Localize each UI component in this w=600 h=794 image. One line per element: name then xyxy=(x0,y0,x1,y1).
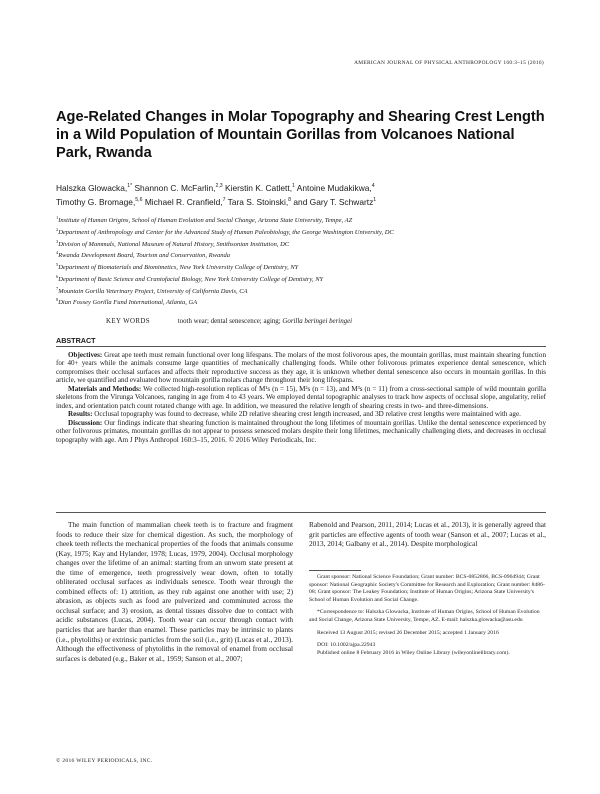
affiliation: $^4$Rwanda Development Board, Tourism and Conservation, Rwanda xyxy=(56,250,230,260)
received-note: Received 13 August 2015; revised 26 December 2015; accepted 1 January 2016 xyxy=(317,629,499,636)
body-column-left: The main function of mammalian cheek teeth is to fracture and fragment foods to reduce their size for chemical digestion. As such, the morphology of cheek teeth reflects the mechanical properties of the foods that animals consume (Kay, 1975; Kay and Hylander, 1978; Lucas, 1979, 2004). Occlusal morphology changes over the lifetime of an animal: starting from an unworn state present at the time of emergence, teeth progressively wear down, often to totally obliterated occlusal surfaces as individuals senesce. Tooth wear through the combined effects of: 1) attrition, as they rub against one another with use; 2) abrasion, as objects such as food are pulverized and comminuted across the occlusal surface; and 3) erosion, as dental tissues dissolve due to contact with acidic substances (Lucas, 2004). Tooth wear can occur through contact with particles that are harder than enamel. These particles may be intrinsic to plants (i.e., phytoliths) or extrinsic particles from the soil (i.e., grit) (Lucas et al., 2013). Although the effectiveness of phytoliths in the removal of enamel from occlusal surfaces is debated (e.g., Baker et al., 1959; Sanson et al., 2007; xyxy=(56,520,293,663)
affiliation: $^6$Department of Basic Science and Craniofacial Biology, New York University College of Dentistry, NY xyxy=(56,273,324,283)
affiliation: $^1$Institute of Human Origins, School of Human Evolution and Social Change, Arizona State University, Tempe, AZ xyxy=(56,215,353,225)
author: and Gary T. Schwartz$^1$ xyxy=(293,196,377,207)
author: Kierstin K. Catlett,$^1$ xyxy=(225,182,295,193)
footnotes xyxy=(309,574,546,657)
abstract-methods: Materials and Methods: We collected high-resolution replicas of M¹s (n = 15), M²s (n = 13), and M³s (n = 11) from a cross-sectional sample of wild mountain gorilla skeletons from the Virunga Volcanoes, ranging in age from 4 to 43 years. We employed dental topographic analyses to track how aspects of occlusal slope, angularity, relief index, and orientation patch count rotated change with age. In addition, we measured the relative length of shearing crests in two- and three-dimensions. xyxy=(56,384,547,410)
affiliation: $^3$Division of Mammals, National Museum of Natural History, Smithsonian Institution, DC xyxy=(56,238,290,248)
abstract-bottom-rule xyxy=(56,512,546,513)
copyright-line: © 2016 Wiley Periodicals, Inc. xyxy=(228,435,317,444)
affiliation: $^7$Mountain Gorilla Veterinary Project, University of California Davis, CA xyxy=(56,285,248,295)
author: Tara S. Stoinski,$^8$ xyxy=(227,196,292,207)
abstract-objectives: Objectives: Great ape teeth must remain functional over long lifespans. The molars of the most folivorous apes, the mountain gorillas, must maintain shearing function for 40+ years while the animals consume large quantities of mechanically challenging foods. While other folivorous primates experience dental senescence, which compromises their occlusal surfaces and affects their reproductive success as they age, it is unknown whether dental senescence also occurs in mountain gorillas. In this article, we quantified and evaluated how mountain gorilla molars change throughout their long lifespans. xyxy=(56,351,546,385)
affiliation-list xyxy=(56,214,546,308)
abstract-top-rule xyxy=(56,346,546,347)
author: Michael R. Cranfield,$^7$ xyxy=(144,196,226,207)
doi-note: DOI: 10.1002/ajpa.22943 xyxy=(317,642,376,649)
abstract-discussion: Discussion: Our findings indicate that shearing function is maintained throughout the long lifetimes of mountain gorillas. Unlike the dental senescence experienced by other folivorous primates, mountain gorillas do not appear to possess senesced molars despite their long lifetimes, mechanically challenging diets, and decreases in occlusal topography with age. Am J Phys Anthropol 160:3–15, 2016. © 2016 Wiley Periodicals, Inc. xyxy=(56,418,546,444)
author: Shannon C. McFarlin,$^{2,3}$ xyxy=(134,182,223,193)
body-column-right: Rabenold and Pearson, 2011, 2014; Lucas et al., 2013), it is generally agreed that grit particles are effective agents of tooth wear (Sanson et al., 2007; Lucas et al., 2013, 2014; Galbany et al., 2014). Despite morphological xyxy=(309,520,546,549)
author: Antoine Mudakikwa,$^4$ xyxy=(296,182,375,193)
published-note: Published online 8 February 2016 in Wiley Online Library (wileyonlinelibrary.com). xyxy=(317,649,510,656)
grant-note: Grant sponsor: National Science Foundation; Grant number: BCS-0852866, BCS-0964944; Grant sponsor: National Geographic Society's Committee for Research and Exploration; Grant number: 8486-08; Grant sponsor: The Leakey Foundation; Institute of Human Origins; Arizona State University's School of Human Evolution and Social Change. xyxy=(309,574,545,603)
author: Timothy G. Bromage,$^{5,6}$ xyxy=(56,196,143,207)
running-head: AMERICAN JOURNAL OF PHYSICAL ANTHROPOLOGY 160:3–15 (2016) xyxy=(354,60,544,66)
abstract-results: Results: Occlusal topography was found to decrease, while 2D relative shearing crest length increased, and 3D relative crest lengths were maintained with age. xyxy=(68,410,521,419)
page-footer: © 2016 WILEY PERIODICALS, INC. xyxy=(56,758,153,764)
author-list xyxy=(56,180,546,208)
abstract-heading: ABSTRACT xyxy=(56,336,96,345)
footnote-rule xyxy=(309,570,361,571)
keywords xyxy=(106,318,352,325)
affiliation: $^5$Department of Biomaterials and Biomimetics, New York University College of Dentistry, NY xyxy=(56,262,299,272)
keywords-text: tooth wear; dental senescence; aging; Gorilla beringei beringei xyxy=(177,318,353,325)
abstract-body xyxy=(56,351,546,444)
keywords-label: KEY WORDS xyxy=(106,318,150,325)
correspondence-note: *Correspondence to: Halszka Glowacka, Institute of Human Origins, School of Human Evolution and Social Change, Arizona State University, Tempe, AZ. E-mail: halszka.glowacka@asu.edu xyxy=(309,609,540,623)
affiliation: $^8$Dian Fossey Gorilla Fund International, Atlanta, GA xyxy=(56,297,198,307)
author: Halszka Glowacka,$^{1*}$ xyxy=(56,182,133,193)
affiliation: $^2$Department of Anthropology and Center for the Advanced Study of Human Paleobiology, the George Washington University, DC xyxy=(56,226,394,236)
article-title: Age-Related Changes in Molar Topography and Shearing Crest Length in a Wild Population of Mountain Gorillas from Volcanoes National Park, Rwanda xyxy=(56,109,545,161)
